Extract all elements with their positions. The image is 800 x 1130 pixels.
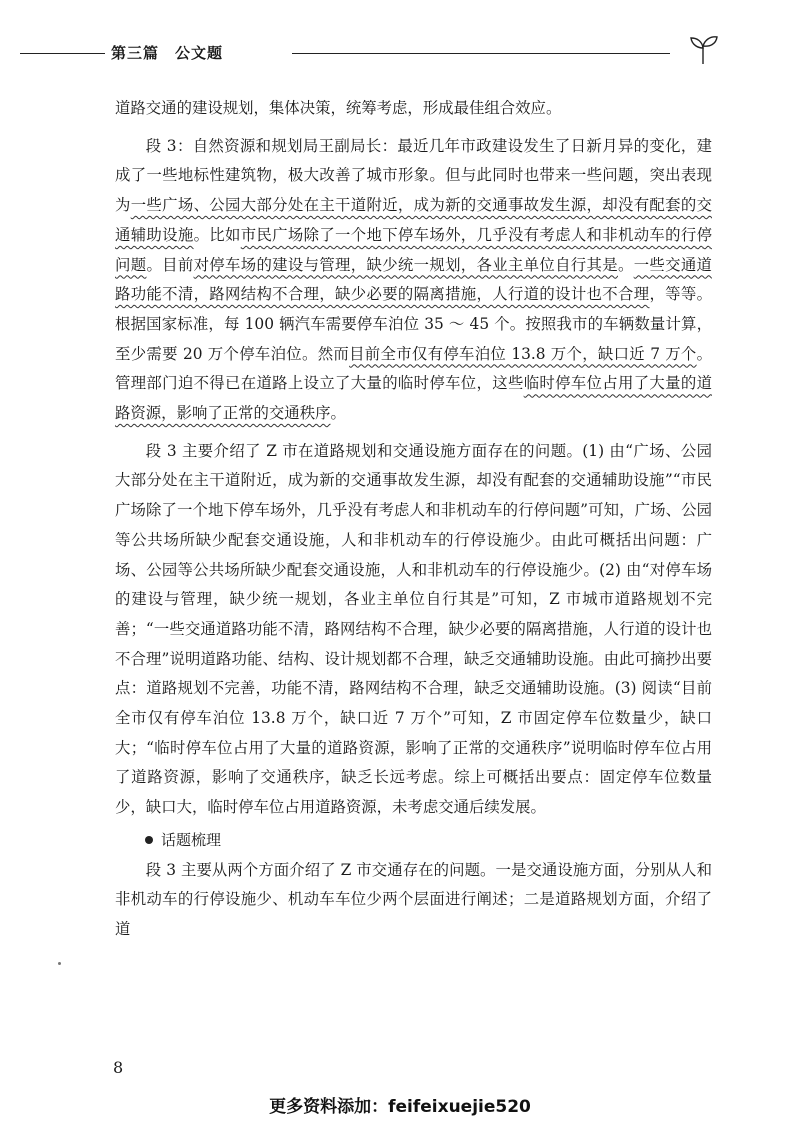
section-heading <box>115 826 712 856</box>
section-title: 话题梳理 <box>161 830 222 849</box>
underlined-point: 临时停车位占用了大量的道路资源，影响了正常的交通秩序 <box>115 374 712 423</box>
sprout-icon <box>686 32 720 66</box>
running-header <box>0 38 800 68</box>
underlined-point: 市民广场除了一个地下停车场外，几乎没有考虑人和非机动车的行停问题 <box>115 225 712 274</box>
header-part: 第三篇 <box>111 44 160 62</box>
text-run: 。 <box>330 404 346 423</box>
page-body <box>115 94 712 945</box>
underlined-point: 一些广场、公园大部分处在主干道附近，成为新的交通事故发生源，却没有配套的交通辅助设施 <box>115 196 712 244</box>
text-run: 。目前 <box>146 255 194 274</box>
text-run: ，等等。根据国家标准，每 100 辆汽车需要停车泊位 35 ～ 45 个。按照我市的车辆数量计算，至少需要 20 万个停车泊位。然而 <box>115 285 712 363</box>
bullet-icon <box>145 836 153 844</box>
footer-note: 更多资料添加：feifeixuejie520 <box>269 1097 531 1117</box>
paragraph-intro: 道路交通的建设规划，集体决策，统筹考虑，形成最佳组合效应。 <box>115 99 562 117</box>
underlined-point: 目前全市仅有停车泊位 13.8 万个，缺口近 7 万个 <box>349 344 697 363</box>
header-rule-left <box>20 53 105 54</box>
text-run: 。比如 <box>193 225 241 244</box>
paragraph-topic-summary: 段 3 主要从两个方面介绍了 Z 市交通存在的问题。一是交通设施方面，分别从人和非机动车的行停设施少、机动车车位少两个层面进行阐述；二是道路规划方面，介绍了道 <box>115 860 712 938</box>
underlined-point: 一些交通道路功能不清，路网结构不合理，缺少必要的隔离措施，人行道的设计也不合理 <box>115 255 712 304</box>
page-number: 8 <box>113 1058 124 1077</box>
text-run: 。 <box>617 255 634 274</box>
header-rule-right <box>292 53 670 54</box>
text-run: 。管理部门迫不得已在道路上设立了大量的临时停车位，这些 <box>115 344 712 393</box>
header-chapter: 公文题 <box>175 44 224 62</box>
scan-speck <box>58 962 61 965</box>
header-title <box>111 42 223 63</box>
paragraph-source-text <box>115 132 712 429</box>
paragraph-analysis: 段 3 主要介绍了 Z 市在道路规划和交通设施方面存在的问题。(1) 由“广场、公园大部分处在主干道附近，成为新的交通事故发生源，却没有配套的交通辅助设施”“市民广场除了一个地下停车场外，几乎没有考虑人和非机动车的行停问题”可知，广场、公园等公共场所缺少配套交通设施，人和非机动车的行停设施少。由此可概括出问题：广场、公园等公共场所缺少配套交通设施，人和非机动车的行停设施少。(2) 由“对停车场的建设与管理，缺少统一规划，各业主单位自行其是”可知，Z 市城市道路规划不完善；“一些交通道路功能不清，路网结构不合理，缺少必要的隔离措施，人行道的设计也不合理”说明道路功能、结构、设计规划都不合理，缺乏交通辅助设施。由此可摘抄出要点：道路规划不完善，功能不清，路网结构不合理，缺乏交通辅助设施。(3) 阅读“目前全市仅有停车泊位 13.8 万个，缺口近 7 万个”可知，Z 市固定停车位数量少，缺口大；“临时停车位占用了大量的道路资源，影响了正常的交通秩序”说明临时停车位占用了道路资源，影响了交通秩序，缺乏长远考虑。综上可概括出要点：固定停车位数量少，缺口大，临时停车位占用道路资源，未考虑交通后续发展。 <box>115 441 712 817</box>
text-run: 段 3：自然资源和规划局王副局长：最近几年市政建设发生了日新月异的变化，建成了一些地标性建筑物，极大改善了城市形象。但与此同时也带来一些问题，突出表现为 <box>115 136 712 215</box>
underlined-point: 对停车场的建设与管理，缺少统一规划，各业主单位自行其是 <box>193 255 618 274</box>
